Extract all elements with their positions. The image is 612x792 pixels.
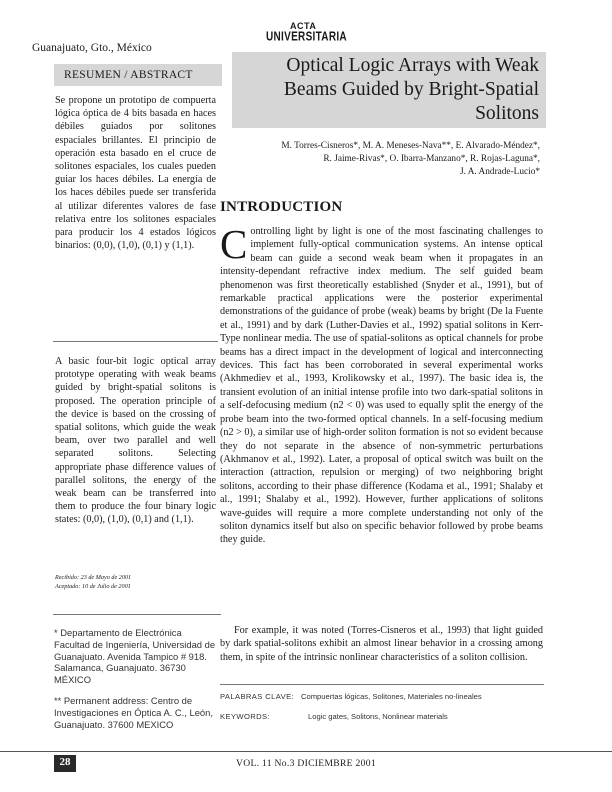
body-paragraph-1 xyxy=(220,221,543,547)
logo-line-2: UNIVERSITARIA xyxy=(266,30,347,45)
paragraph-text: ontrolling light by light is one of the most fascinating challenges to implement fully-optical communication systems. An intense optical beam can guide a second weak beam when it propagates in an intensity-dependant refractive index medium. The self guided beam phenomenon was first theoretically established (Snyder et al., 1991), but of remarkable practical applications were the posterior experimental demonstrations of the guidance of probe (weak) beams by bright (De la Fuente et al., 1991) and by dark (Luther-Davies et al., 1992) spatial solitons in Kerr-Type nonlinear media. The use of spatial-solitons as optical channels for probe beams has a direct impact in the development of logical and interconnecting devices. This fact has been corroborated in several experimental works (Akhmediev et al., 1993, Krolikowsky et al., 1997). The basic idea is, the transient evolution of an initial intense profile into two dark-spatial solitons in a self-defocusing medium (n2 < 0) was used to equally split the energy of the probe beam into the two-formed optical channels. In a self-focusing medium (n2 > 0), a similar use of high-order soliton formation is not so evident because they do not separate in the absence of non-symmetric perturbations (Akhmanov et al., 1992). Later, a proposal of optical switch was built on the interaction (attraction, repulsion or merging) of two neighboring bright solitons, according to their phase difference (Kodama et al., 1991; Shalaby et al., 1991; Shalaby et al., 1992). However, further applications of solitons wave-guides will require a more complete understanding not only of the soliton dynamics itself but also on specific behavior followed by probe beams they guide. xyxy=(220,226,543,546)
footer-rule xyxy=(0,751,612,752)
location-text: Guanajuato, Gto., México xyxy=(32,42,152,54)
paragraph-text: For example, it was noted (Torres-Cisneros et al., 1993) that light guided by dark spatial-solitons exhibit an almost linear behavior in a crossing among them, in spite of the intrinsic nonlinear characteristics of a soliton collision. xyxy=(220,625,543,663)
section-heading: INTRODUCTION xyxy=(220,199,343,215)
drop-cap: C xyxy=(220,221,248,267)
received-date: Recibido: 23 de Mayo de 2001 xyxy=(55,574,132,581)
author-line: R. Jaime-Rivas*, O. Ibarra-Manzano*, R. Rojas-Laguna*, xyxy=(323,154,540,164)
issue-info: VOL. 11 No.3 DICIEMBRE 2001 xyxy=(236,758,376,769)
author-list xyxy=(244,140,540,179)
abstract-paragraph: A basic four-bit logic optical array prototype operating with weak beams guided by bright-spatial solitons is proposed. The operation principle of the device is based on the crossing of spatial solitons, which guide the weak beam, over two parallel and well separated solitons. Selecting appropriate phase difference values of parallel solitons, the energy of the weak beam can be transferred into them to produce the four binary logic states: (0,0), (1,0), (0,1) and (1,1). xyxy=(55,356,216,526)
resumen-paragraph: Se propone un prototipo de compuerta lógica óptica de 4 bits basada en haces débiles guiados por solitones espaciales brillantes. El principio de operación esta basado en el cruce de solitones espaciales, los cuales pueden guiar los haces débiles. La energía de los haces débiles puede ser transferida al utilizar diferentes valores de fase relativa entre los solitones espaciales para producir los 4 estados lógicos binarios: (0,0), (1,0), (0,1) y (1,1). xyxy=(55,95,216,252)
keywords-value: Logic gates, Solitons, Nonlinear materials xyxy=(308,712,448,721)
divider xyxy=(53,341,218,342)
divider xyxy=(220,684,544,685)
journal-logo xyxy=(262,21,346,47)
submission-dates xyxy=(55,573,225,591)
affiliation-2: ** Permanent address: Centro de Investigaciones en Óptica A. C., León, Guanajuato. 37600 MEXICO xyxy=(54,695,213,730)
logo-line-1: ACTA xyxy=(290,21,317,31)
page-number: 28 xyxy=(59,756,71,768)
section-label: RESUMEN / ABSTRACT xyxy=(64,69,193,81)
palabras-clave-label: PALABRAS CLAVE: xyxy=(220,692,295,701)
author-line: M. Torres-Cisneros*, M. A. Meneses-Nava**, E. Alvarado-Méndez*, xyxy=(281,141,540,151)
accepted-date: Aceptado: 10 de Julio de 2001 xyxy=(55,583,131,590)
keywords-label: KEYWORDS: xyxy=(220,712,271,721)
article-title: Optical Logic Arrays with Weak Beams Guided by Bright-Spatial Solitons xyxy=(283,55,539,124)
affiliation-1: * Departamento de Electrónica Facultad de Ingeniería, Universidad de Guanajuato. Avenida Tampico # 918. Salamanca, Guanajuato. 36730 MÉXICO xyxy=(54,627,216,686)
divider xyxy=(53,614,221,615)
palabras-clave-value: Compuertas lógicas, Solitones, Materiales no-lineales xyxy=(301,692,482,701)
author-line: J. A. Andrade-Lucio* xyxy=(459,167,540,177)
body-paragraph-2 xyxy=(220,624,543,664)
